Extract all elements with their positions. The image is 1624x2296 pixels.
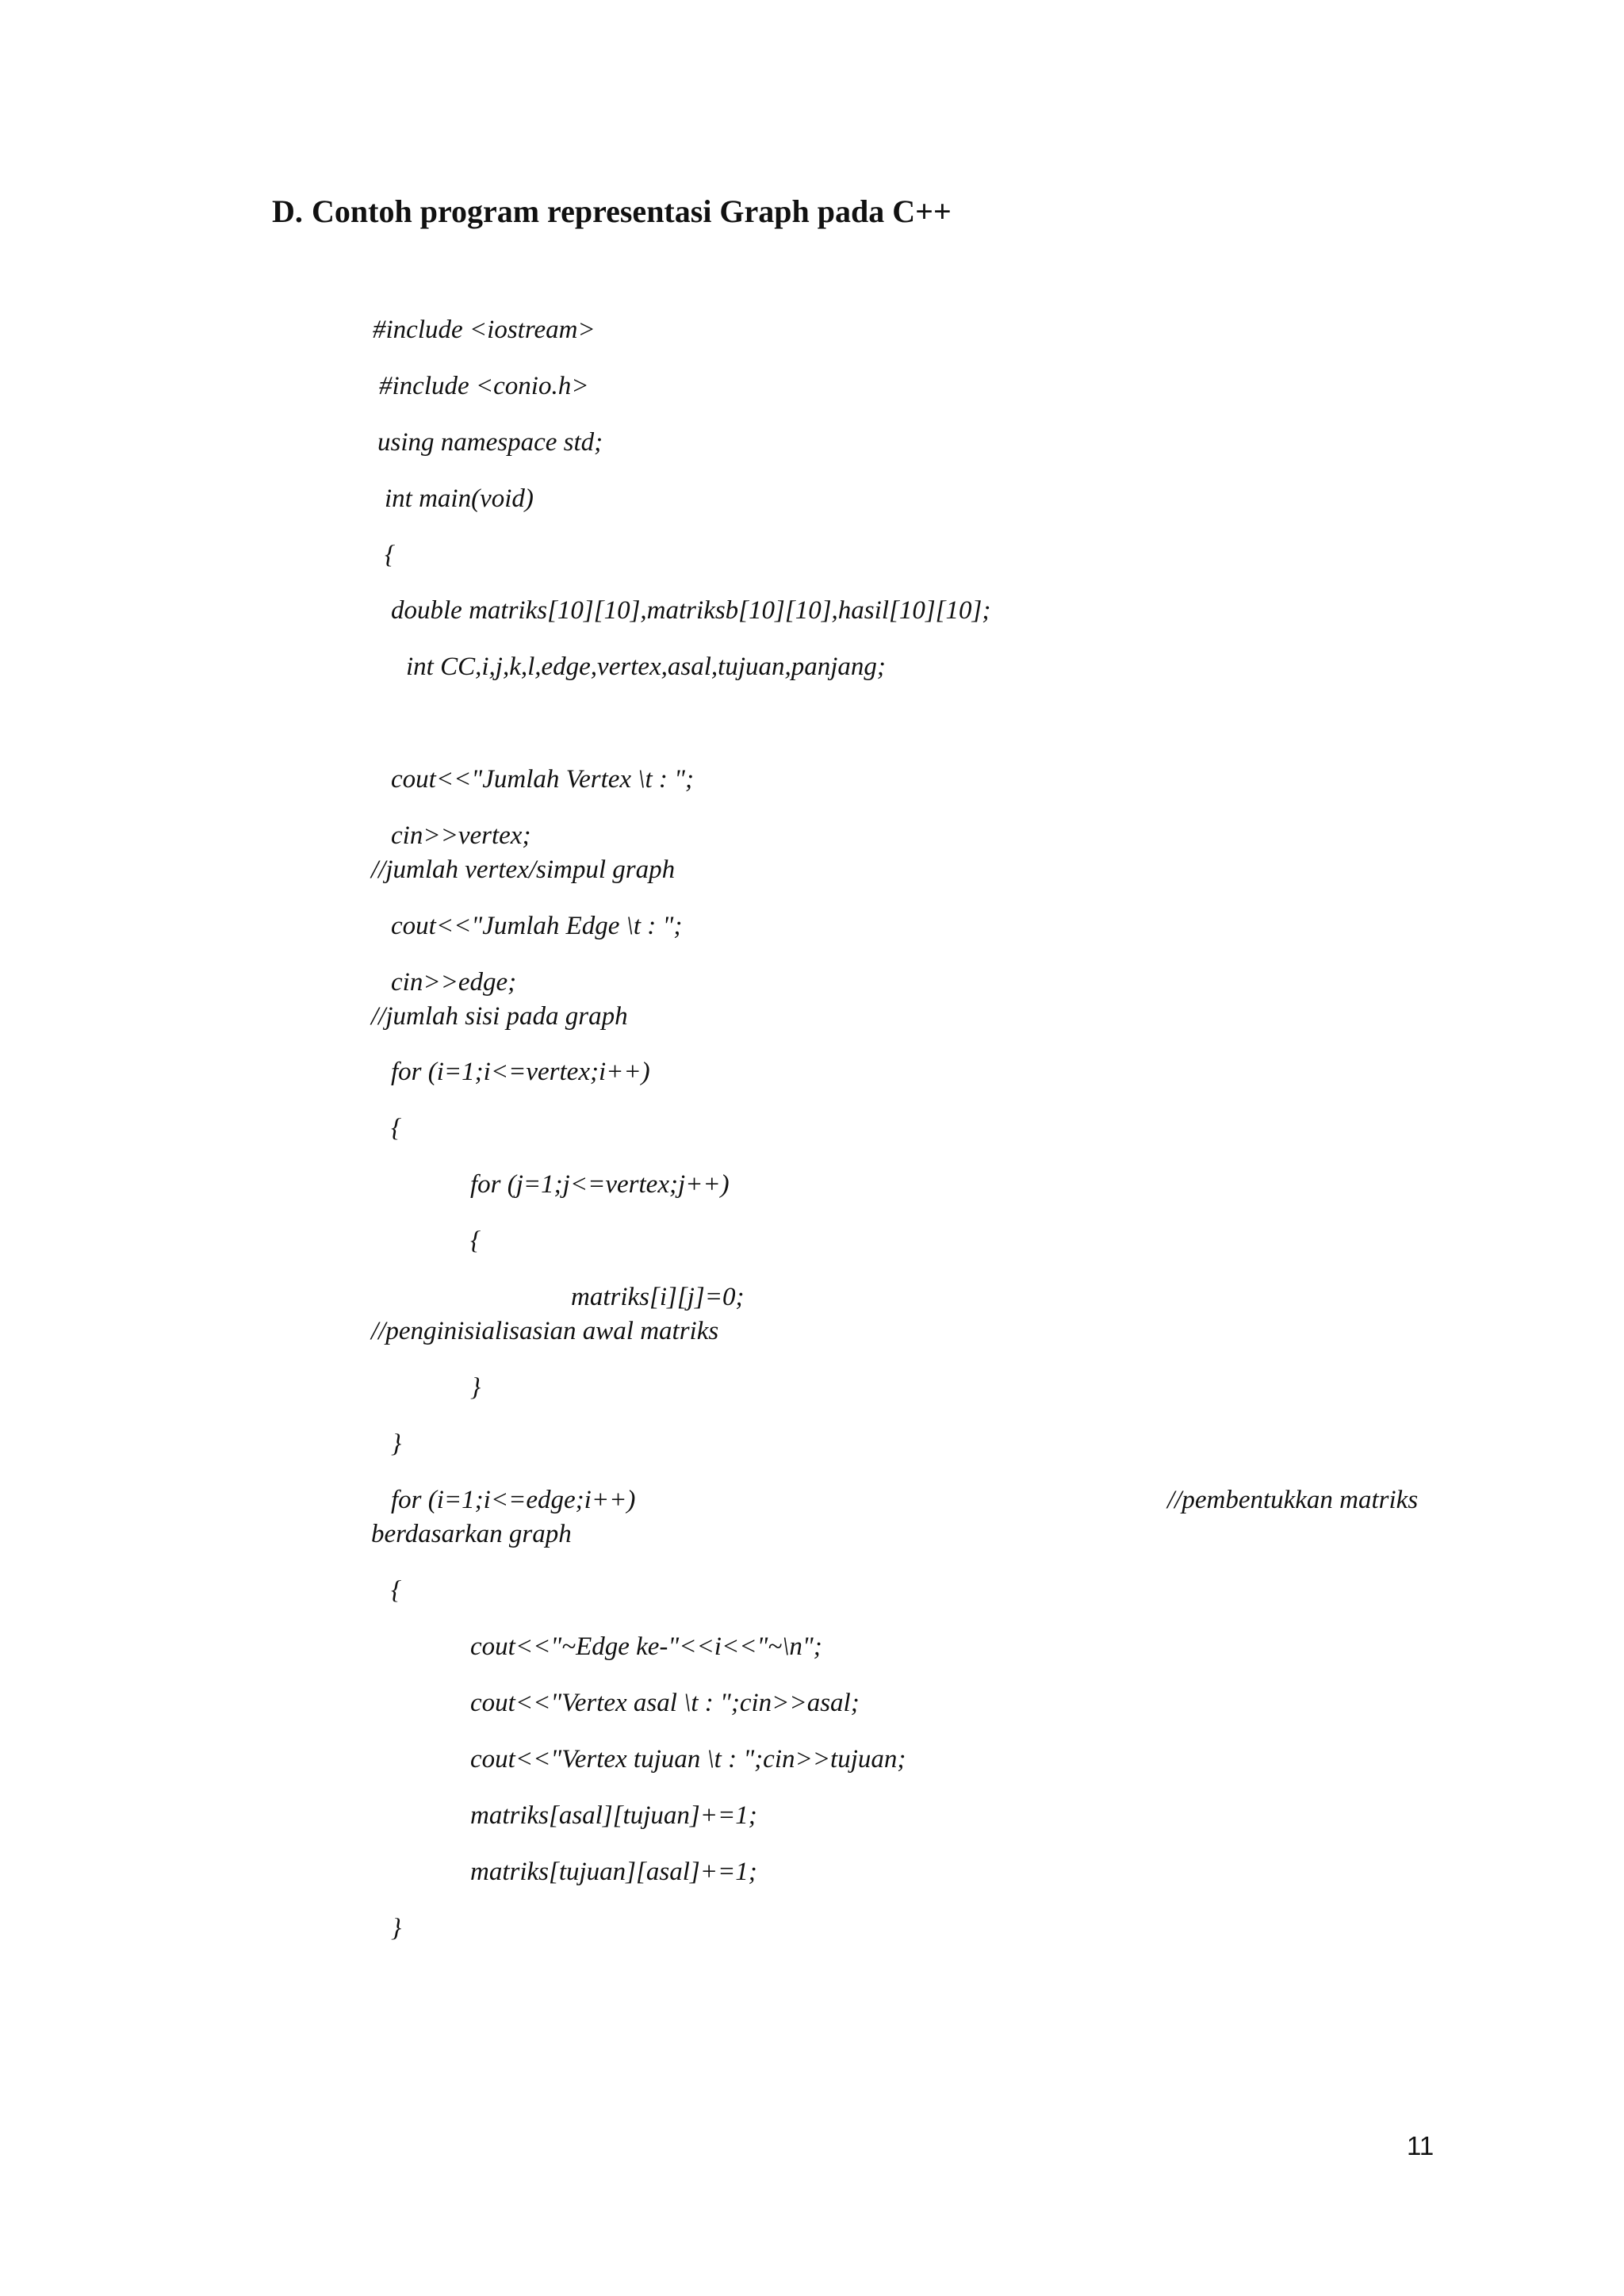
code-comment: berdasarkan graph (371, 1520, 572, 1548)
code-line: { (470, 1226, 481, 1255)
code-line: cin>>vertex; (391, 821, 531, 850)
code-line: cout<<"Jumlah Vertex \t : "; (391, 765, 694, 794)
code-line: } (470, 1373, 481, 1402)
code-line: cout<<"Vertex tujuan \t : ";cin>>tujuan; (470, 1745, 906, 1774)
code-line: } (391, 1429, 402, 1458)
code-comment: //pembentukkan matriks (1167, 1486, 1419, 1514)
code-line: cout<<"Jumlah Edge \t : "; (391, 912, 683, 940)
code-line: { (391, 1114, 402, 1142)
code-line: #include <iostream> (373, 316, 596, 344)
code-line: for (i=1;i<=vertex;i++) (391, 1058, 650, 1086)
section-heading (272, 193, 952, 230)
code-line: cout<<"~Edge ke-"<<i<<"~\n"; (470, 1632, 822, 1661)
code-comment: //jumlah sisi pada graph (371, 1002, 628, 1031)
code-line: int CC,i,j,k,l,edge,vertex,asal,tujuan,panjang; (406, 652, 886, 681)
code-line: cout<<"Vertex asal \t : ";cin>>asal; (470, 1689, 860, 1717)
code-line: cin>>edge; (391, 968, 517, 997)
code-line: } (391, 1914, 402, 1942)
section-title: Contoh program representasi Graph pada C++ (312, 193, 952, 229)
code-line: { (391, 1576, 402, 1605)
code-line: #include <conio.h> (379, 372, 589, 400)
code-line: double matriks[10][10],matriksb[10][10],hasil[10][10]; (391, 596, 991, 625)
code-line: for (i=1;i<=edge;i++) (391, 1486, 636, 1514)
code-line: { (385, 541, 396, 569)
code-comment: //penginisialisasian awal matriks (371, 1317, 719, 1345)
code-line: matriks[tujuan][asal]+=1; (470, 1858, 757, 1886)
page-number: 11 (1407, 2131, 1434, 2160)
code-comment: //jumlah vertex/simpul graph (371, 855, 676, 884)
section-letter: D. (272, 193, 303, 229)
code-line: matriks[i][j]=0; (571, 1283, 745, 1311)
code-line: for (j=1;j<=vertex;j++) (470, 1170, 730, 1199)
code-line: using namespace std; (377, 428, 603, 457)
code-line: matriks[asal][tujuan]+=1; (470, 1801, 757, 1830)
code-line: int main(void) (385, 484, 534, 513)
